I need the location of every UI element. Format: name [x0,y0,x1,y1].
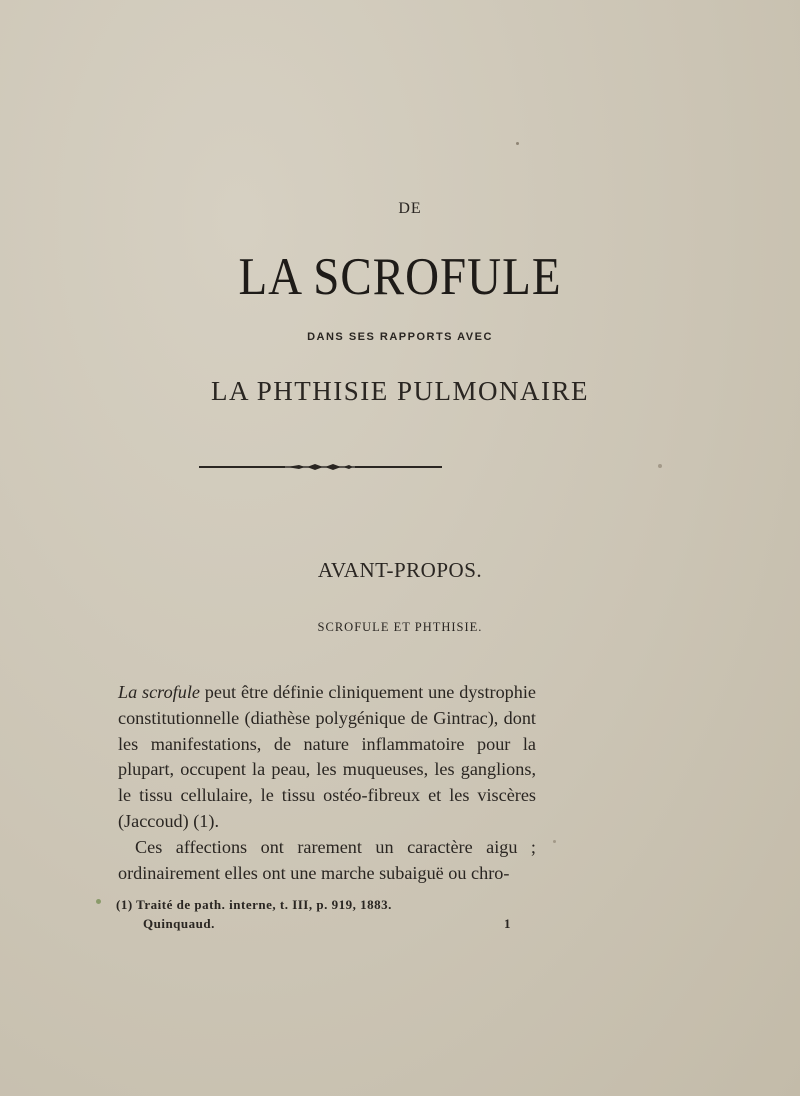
section-title: AVANT-PROPOS. [317,558,483,582]
rule-ornament [285,462,355,472]
body-text [118,680,536,886]
page-title: LA SCROFULE [238,247,562,307]
heading-de: DE [398,200,422,217]
page-speck [553,840,556,843]
footnote: (1) Traité de path. interne, t. III, p. 919, 1883. [116,897,392,912]
section-subtitle: SCROFULE ET PHTHISIE. [317,620,483,634]
paragraph-1-text: peut être définie cliniquement une dystrophie constitutionnelle (diathèse polygénique de Gintrac), dont les manifestations, de nature inflammatoire pour la plupart, occupent la peau, les muqueuses, les ganglions, le tissu cellulaire, le tissu ostéo-fibreux et les viscères (Jaccoud) (1). [118,682,536,831]
page-number: 1 [504,916,511,931]
paragraph-2: Ces affections ont rarement un caractère aigu ; ordinairement elles ont une marche subaiguë ou chro- [118,836,536,883]
page-speck [516,142,519,145]
heading-subtitle-small: DANS SES RAPPORTS AVEC [307,331,493,343]
heading-subtitle-large: LA PHTHISIE PULMONAIRE [210,376,589,406]
paragraph-1 [118,680,536,835]
footnote-speck [96,899,101,904]
page-speck [658,464,662,468]
signature-mark: Quinquaud. [143,916,215,931]
italic-term: La scrofule [118,682,200,702]
